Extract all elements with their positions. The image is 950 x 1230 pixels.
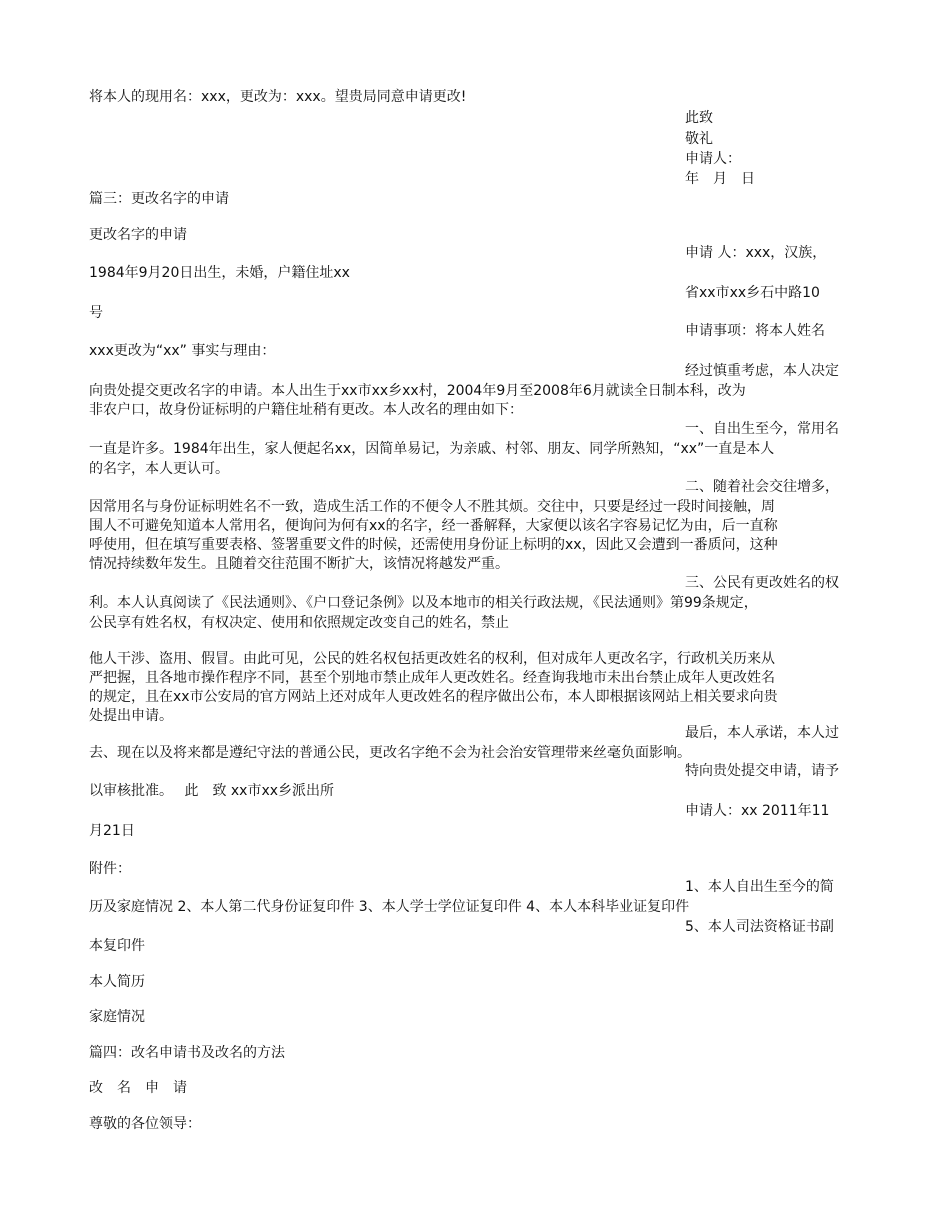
text-line: 家庭情况 (89, 1009, 145, 1025)
text-line: 最后，本人承诺，本人过 (685, 725, 839, 741)
signature-line: 申请人：xx 2011年11 (685, 803, 830, 819)
text-line: 非农户口，故身份证标明的户籍住址稍有更改。本人改名的理由如下： (89, 402, 523, 418)
text-line: 去、现在以及将来都是遵纪守法的普通公民，更改名字绝不会为社会治安管理带来丝毫负面影响。 (89, 745, 691, 761)
text-line: 因常用名与身份证标明姓名不一致，造成生活工作的不便令人不胜其烦。交往中，只要是经过一段时间接触，周 (89, 499, 775, 515)
text-line: 一直是许多。1984年出生，家人便起名xx，因简单易记，为亲戚、村邻、朋友、同学所熟知，“xx”一直是本人 (89, 441, 775, 457)
text-line: xxx更改为“xx” 事实与理由： (89, 343, 276, 359)
section-heading: 篇三：更改名字的申请 (89, 191, 229, 207)
salutation: 尊敬的各位领导： (89, 1116, 201, 1132)
text-line: 经过慎重考虑，本人决定 (685, 363, 839, 379)
signature-line: 申请人： (685, 151, 741, 167)
text-line: 处提出申请。 (89, 708, 173, 724)
date-line: 年 月 日 (685, 171, 755, 187)
text-line: 申请事项：将本人姓名 (685, 323, 825, 339)
text-line: 围人不可避免知道本人常用名，便询问为何有xx的名字，经一番解释，大家便以该名字容易记忆为由，后一直称 (89, 518, 778, 534)
document-title: 改 名 申 请 (89, 1080, 187, 1096)
closing-line: 此致 (685, 110, 713, 126)
text-line: 向贵处提交更改名字的申请。本人出生于xx市xx乡xx村，2004年9月至2008年6月就读全日制本科，改为 (89, 383, 746, 399)
document-title: 更改名字的申请 (89, 227, 187, 243)
text-line: 的规定，且在xx市公安局的官方网站上还对成年人更改姓名的程序做出公布，本人即根据该网站上相关要求向贵 (89, 689, 778, 705)
text-line: 三、公民有更改姓名的权 (685, 575, 839, 591)
attachment-line: 5、本人司法资格证书副 (685, 919, 834, 935)
attachment-heading: 附件： (89, 861, 131, 877)
text-line: 情况持续数年发生。且随着交往范围不断扩大，该情况将越发严重。 (89, 556, 509, 572)
attachment-line: 1、本人自出生至今的简 (685, 879, 834, 895)
text-line: 号 (89, 305, 103, 321)
text-line: 省xx市xx乡石中路10 (685, 285, 820, 301)
section-heading: 篇四：改名申请书及改名的方法 (89, 1045, 285, 1061)
text-line: 一、自出生至今，常用名 (685, 421, 839, 437)
text-line: 特向贵处提交申请，请予 (685, 763, 839, 779)
text-line: 以审核批准。 此 致 xx市xx乡派出所 (89, 783, 335, 799)
attachment-line: 历及家庭情况 2、本人第二代身份证复印件 3、本人学士学位证复印件 4、本人本科毕业证复印件 (89, 899, 690, 915)
text-line: 申请 人：xxx，汉族， (685, 245, 827, 261)
text-line: 二、随着社会交往增多， (685, 479, 839, 495)
text-line: 呼使用，但在填写重要表格、签署重要文件的时候，还需使用身份证上标明的xx，因此又会遭到一番质问，这种 (89, 537, 778, 553)
text-line: 他人干涉、盗用、假冒。由此可见，公民的姓名权包括更改姓名的权利，但对成年人更改名字，行政机关历来从 (89, 651, 775, 667)
text-line: 的名字，本人更认可。 (89, 461, 229, 477)
text-line: 利。本人认真阅读了《民法通则》、《户口登记条例》以及本地市的相关行政法规，《民法通则》第99条规定， (89, 595, 758, 611)
text-line: 将本人的现用名：xxx，更改为：xxx。望贵局同意申请更改! (89, 89, 467, 105)
text-line: 严把握，且各地市操作程序不同，甚至个别地市禁止成年人更改姓名。经查询我地市未出台禁止成年人更改姓名 (89, 670, 775, 686)
closing-line: 敬礼 (685, 131, 713, 147)
date-line: 月21日 (89, 823, 135, 839)
attachment-line: 本复印件 (89, 938, 145, 954)
text-line: 本人简历 (89, 974, 145, 990)
text-line: 公民享有姓名权，有权决定、使用和依照规定改变自己的姓名，禁止 (89, 615, 509, 631)
text-line: 1984年9月20日出生，未婚，户籍住址xx (89, 265, 350, 281)
